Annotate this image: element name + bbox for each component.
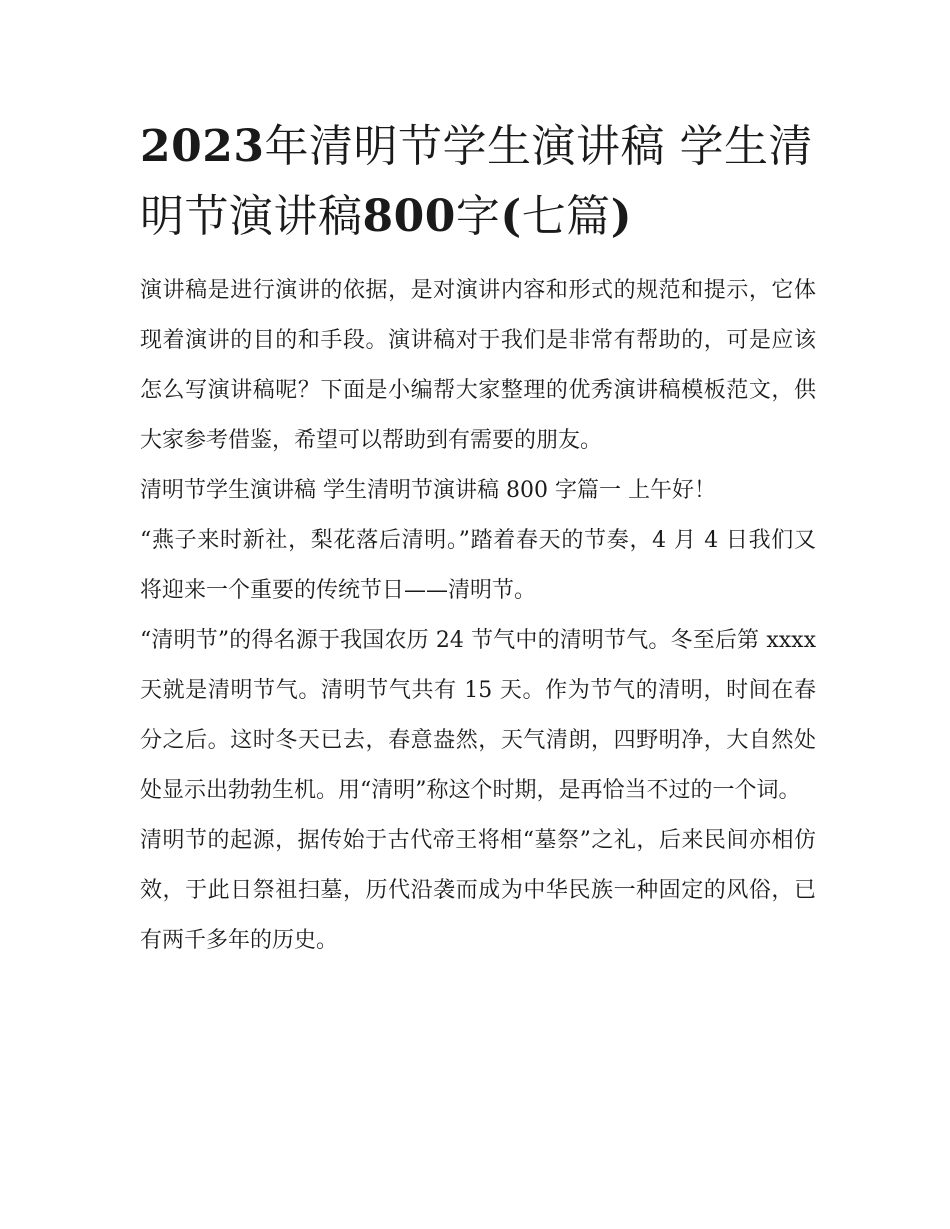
section-heading-line: 清明节学生演讲稿 学生清明节演讲稿 800 字篇一 上午好！ [140, 478, 716, 503]
title-part: 800 [362, 191, 456, 242]
title-part: 字 [455, 191, 501, 242]
body-paragraph: “燕子来时新社，梨花落后清明。”踏着春天的节奏，4 月 4 日我们又将迎来一个重要的传统节日——清明节。 [140, 528, 816, 603]
intro-paragraph: 演讲稿是进行演讲的依据，是对演讲内容和形式的规范和提示，它体现着演讲的目的和手段。演讲稿对于我们是非常有帮助的，可是应该怎么写演讲稿呢？下面是小编帮大家整理的优秀演讲稿模板范文，供大家参考借鉴，希望可以帮助到有需要的朋友。 [140, 278, 816, 453]
title-part: 年清明节学生演讲稿 学生清明节演讲稿 [140, 121, 813, 242]
body-paragraph: 清明节的起源，据传始于古代帝王将相“墓祭”之礼，后来民间亦相仿效，于此日祭祖扫墓，历代沿袭而成为中华民族一种固定的风俗，已有两千多年的历史。 [140, 828, 816, 953]
document-page [140, 112, 816, 966]
body-paragraph: “清明节”的得名源于我国农历 24 节气中的清明节气。冬至后第 xxxx 天就是清明节气。清明节气共有 15 天。作为节气的清明，时间在春分之后。这时冬天已去，春意盎然，天气清朗，四野明净，大自然处处显示出勃勃生机。用“清明”称这个时期，是再恰当不过的一个词。 [140, 628, 816, 803]
document-title [140, 112, 816, 252]
title-part: ( [500, 191, 522, 242]
title-part: 2023 [140, 121, 265, 172]
title-part: 七篇 [521, 191, 611, 242]
title-part: ) [610, 191, 633, 242]
document-body [140, 266, 816, 966]
